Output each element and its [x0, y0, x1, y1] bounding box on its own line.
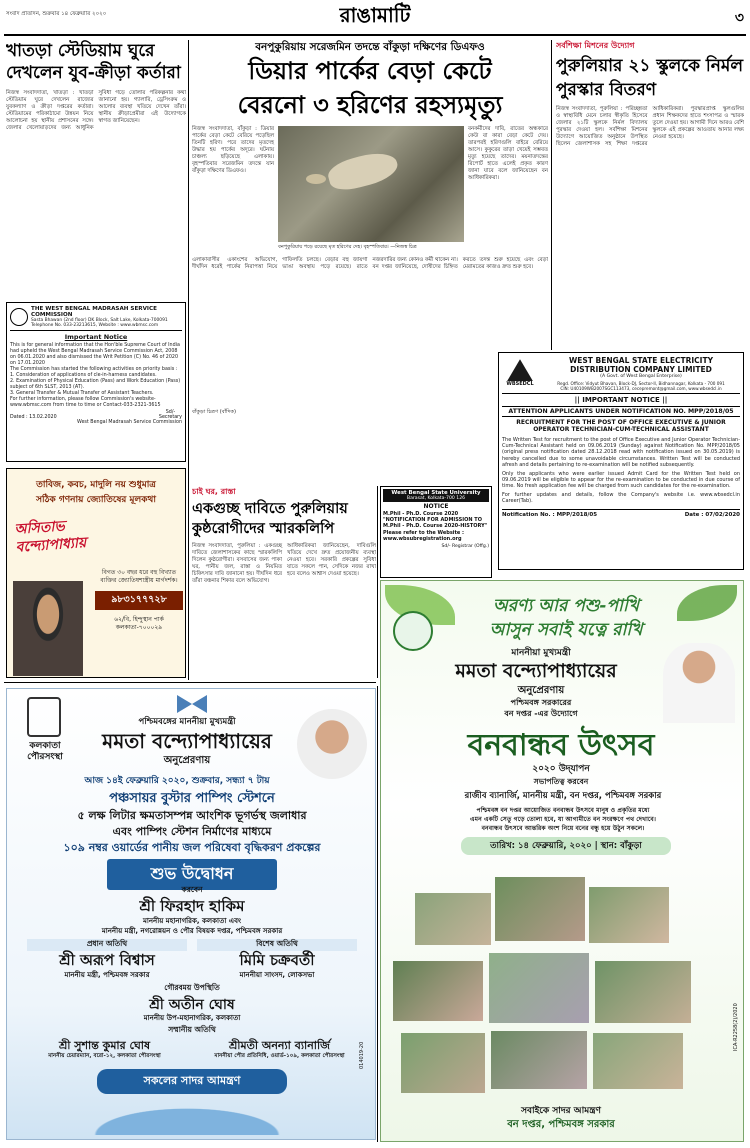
kmc-guest-1-role: মাননীয় চেয়ারম্যান, বরো-১২, কলকাতা পৌরসংস্থা: [48, 1053, 161, 1059]
wbsedcl-sub: (A Govt. of West Bengal Enterprise): [600, 374, 682, 379]
wbmsc-address: Sasta Bhawan (2nd floor) DK Block, Salt Lake, Kolkata-700091: [31, 318, 168, 323]
kmc-special-guest-label: বিশেষ অতিথি: [197, 939, 357, 951]
wbmsc-para: This is for general information that the Hon'ble Supreme Court of India had upheld the West Bengal Madrasah Service Commission Act, 2008 on 06.01.2020 and also dismissed the Writ Petition (C) No. 46 of 2020 on 17.01.2020: [10, 343, 180, 367]
astro-desc: বিগত ৩০ বছর ধরে বহু বিখ্যাত ব্যক্তির জ্যোতিষশাস্ত্রীয় মার্গদর্শক।: [100, 569, 178, 584]
forest-photo: [489, 953, 589, 1023]
wbsedcl-regd: Regd. Office: Vidyut Bhavan, Block-DJ, Sector-II, Bidhannagar, Kolkata - 700 091: [557, 380, 725, 386]
kmc-anuprerona: অনুপ্রেরণায়: [163, 755, 211, 766]
kmc-guest-2-role: মাননীয়া পৌর প্রতিনিধি, ওয়ার্ড-১০৯, কলকাতা পৌরসংস্থা: [214, 1053, 345, 1059]
divider: [4, 682, 376, 683]
leprosy-headline: একগুচ্ছ দাবিতে পুরুলিয়ায় কুষ্ঠরোগীদের স্মারকলিপি: [192, 501, 348, 537]
kmc-chief-guest: শ্রী অরূপ বিশ্বাস: [59, 951, 155, 969]
wbsedcl-para1: The Written Test for recruitment to the post of Office Executive and Junior Operator Technician-Cum-Technical Assistant held on 09.06.2019 (Sunday) against Notification No. MPP/2018/05 (original press notification dated 28.12.2018 read with notification issued on 30.05.2019) is hereby cancelled due to some unavoidable circumstances. Written Test will be conducted afresh and details pertaining to re-examination will be notified subsequently.: [502, 436, 740, 469]
forest-presided: রাজীব ব্যানার্জি, মাননীয় মন্ত্রী, বন দপ্তর, পশ্চিমবঙ্গ সরকার: [464, 791, 662, 801]
forest-slogan-2: আসুন সবাই যত্নে রাখি: [489, 620, 643, 640]
forest-festival: বনবান্ধব উৎসব: [467, 728, 655, 763]
astro-address: ৬২/বি, হিন্দুস্থান পার্ক কলকাতা-৭০০০২৯: [114, 616, 164, 631]
story-leprosy: [192, 486, 376, 678]
kmc-corp: কলকাতা পৌরসংস্থা: [27, 741, 63, 762]
divider: [188, 40, 189, 680]
kmc-mayor-role-2: মাননীয় মন্ত্রী, নগরোন্নয়ন ও পৌর বিষয়ক দপ্তর, পশ্চিমবঙ্গ সরকার: [101, 927, 283, 935]
wbsedcl-notif-no: Notification No. : MPP/2018/05: [502, 511, 598, 518]
leprosy-body-left: নিজস্ব সংবাদদাতা, পুরুলিয়া : একগুচ্ছ দাবিতে জেলাশাসকের কাছে স্মারকলিপি দিলেন কুষ্ঠরোগীরা। বসবাসের জন্য পাকা ঘর, পানীয় জল, রাস্তা ও নিয়মিত চিকিৎসার দাবি জানানো হয়। দীর্ঘদিন ধরে তাঁরা বঞ্চনার শিকার বলে অভিযোগ।: [192, 543, 282, 584]
wbsedcl-company: WEST BENGAL STATE ELECTRICITY DISTRIBUTION COMPANY LIMITED: [568, 356, 714, 374]
kmc-cm-name: মমতা বন্দ্যোপাধ্যায়ের: [102, 729, 272, 753]
wbmsc-title: THE WEST BENGAL MADRASAH SERVICE COMMISSION: [31, 306, 157, 318]
kmc-inauguration: শুভ উদ্বোধন: [107, 859, 277, 890]
section-title: রাঙামাটি: [339, 3, 411, 27]
forest-cm-photo: [663, 643, 735, 723]
forest-desc-3: বনবান্ধব উৎসবে আন্তরিক অংশ নিয়ে বনের বন্ধু হয়ে উঠুন সকলে।: [481, 825, 645, 832]
wbmsc-phone: Telephone No. 033-23213615, Website : www.wbmsc.com: [31, 323, 159, 329]
forest-photo: [595, 961, 691, 1023]
water-drop-icon: [27, 1089, 347, 1135]
wbmsc-item: 1. Consideration of applications of cle-in-harness candidates.: [10, 373, 157, 379]
forest-dept-2: বন দপ্তর -এর উদ্যোগে: [504, 709, 578, 718]
wbmsc-item: 2. Examination of Physical Education (Pass) and Work Education (Pass) subject of 6th SLST, 2013 (AT).: [10, 379, 181, 391]
deer-body-mid: বনকর্মীদের দাবি, রাতের অন্ধকারে কেউ বা কারা বেড়া কেটে দেয়। তারপরই হরিণগুলি বাইরে বেরিয়ে আসে। কুকুরের তাড়া খেয়েই সম্ভবত মৃত্যু হয়েছে তাদের। ময়নাতদন্তের রিপোর্ট হাতে এলেই প্রকৃত কারণ জানা যাবে বলে জানিয়েছেন বন আধিকারিকরা।: [468, 126, 548, 181]
ad-astrologer: [6, 468, 186, 678]
kmc-honor-label: সম্মানীয় অতিথি: [168, 1025, 216, 1034]
wbmsc-heading: Important Notice: [64, 333, 128, 342]
kmc-presence-label: গৌরবময় উপস্থিতি: [164, 983, 220, 992]
wbsedcl-logo-icon: [507, 359, 533, 381]
university-place: Barasat, Kolkata-700 126: [406, 496, 466, 501]
wbsedcl-important: || IMPORTANT NOTICE ||: [574, 395, 668, 404]
forest-photo: [495, 877, 585, 941]
forest-desc-2: এমন একটি সেতু গড়ে তোলা হবে, যা আগামীতে বন সংরক্ষণে পথ দেখাবে।: [469, 816, 657, 823]
emblem-icon: [10, 308, 28, 326]
forest-photo: [415, 893, 491, 945]
kmc-inspiration: পশ্চিমবঙ্গের মাননীয়া মুখ্যমন্ত্রী: [138, 717, 236, 727]
kmc-project-1: ৫ লক্ষ লিটার ক্ষমতাসম্পন্ন আংশিক ভূগর্ভস্থ জলাধার: [77, 809, 307, 822]
masthead-date: সংবাদ প্রতিদিন, শুক্রবার ১৪ ফেব্রুয়ারি ২০২০: [6, 11, 107, 17]
kmc-project-2: এবং পাম্পিং স্টেশন নির্মাণের মাধ্যমে: [112, 825, 272, 838]
wbmsc-sign-role: Secretary: [158, 415, 182, 421]
kmc-special-guest-role: মাননীয়া সাংসদ, লোকসভা: [239, 971, 315, 979]
astro-phone: ৯৮৩১৭৭৭২৮: [95, 591, 183, 610]
page-number: ৩: [734, 10, 744, 26]
bow-icon: [177, 695, 207, 713]
kmc-project-3: ১০৯ নম্বর ওয়ার্ডের পানীয় জল পরিষেবা বৃদ্ধিকরণ প্রকল্পের: [63, 841, 321, 854]
kmc-logo-icon: [27, 697, 61, 737]
wbmsc-sign-org: West Bengal Madrasah Service Commission: [76, 420, 182, 426]
forest-footer-1: সবাইকে সাদর আমন্ত্রণ: [521, 1106, 601, 1116]
deer-kicker: বনপুকুরিয়ায় সরেজমিন তদন্তে বাঁকুড়া দক্ষিণের ডিএফও: [255, 41, 485, 53]
wbmsc-date: Dated : 13.02.2020: [10, 415, 57, 421]
university-body: M.Phil - Ph.D. Course 2020 "NOTIFICATION FOR ADMISSION TO M.Phil - Ph.D. Course 2020-HISTORY" Please refer to the Website : www.wbsubregistration.org: [383, 511, 488, 542]
forest-anuprerona: অনুপ্রেরণায়: [517, 685, 565, 696]
deer-body-right: এলাকাবাসীর একাংশের অভিযোগ, দীর্ঘদিন ধরেই পার্কের নিরাপত্তা নিয়ে গাফিলতি চলছে। বেড়ার বহু জায়গা ভাঙা অবস্থায় পড়ে রয়েছে। রাতে নজরদারির জন্য কোনও কর্মী থাকেন না। বন দপ্তর জানিয়েছে, দোষীদের চিহ্নিত করতে তদন্ত শুরু হয়েছে এবং বেড়া মেরামতের কাজও দ্রুত শুরু হবে।: [192, 257, 548, 270]
kmc-chief-guest-label: প্রধান অতিথি: [27, 939, 187, 951]
notice-wbmsc: [6, 302, 186, 462]
deer-headline-2: বেরনো ৩ হরিণের রহস্যমৃত্যু: [237, 91, 503, 119]
forest-year: ২০২০ উদ্‌যাপন: [532, 764, 590, 774]
forest-cm-label: মাননীয়া মুখ্যমন্ত্রী: [511, 648, 571, 658]
notice-university: [380, 486, 492, 578]
wbmsc-list-intro: The Commission has started the following activities on priority basis :: [10, 367, 178, 373]
forest-footer-2: বন দপ্তর, পশ্চিমবঙ্গ সরকার: [507, 1119, 615, 1130]
deer-photo: [278, 126, 464, 242]
cm-photo: [297, 709, 367, 779]
deer-body-left: নিজস্ব সংবাদদাতা, বাঁকুড়া : ডিয়ার পার্কের বেড়া কেটে বেরিয়ে পড়েছিল তিনটি হরিণ। পরে তাদের মৃতদেহ উদ্ধার হয় পার্কের অদূরে। ঘটনায় চাঞ্চল্য ছড়িয়েছে এলাকায়। বৃহস্পতিবার সরেজমিন তদন্তে যান বাঁকুড়া দক্ষিণের ডিএফও।: [192, 126, 274, 174]
wbsedcl-logo-text: WBSEDCL: [506, 381, 534, 388]
wbsedcl-cin: CIN: U40109WB2007SGC113473, cecepremont@gmail.com, www.wbsedcl.in: [560, 385, 722, 391]
divider: [551, 40, 552, 350]
notice-wbsedcl: [498, 352, 744, 570]
deer-photo-caption: বনপুকুরিয়ায় পড়ে রয়েছে মৃত হরিণের দেহ। বৃহস্পতিবার। —নিজস্ব চিত্র: [278, 244, 417, 250]
kmc-footer: সকলের সাদর আমন্ত্রণ: [97, 1069, 287, 1094]
forest-dept-1: পশ্চিমবঙ্গ সরকারের: [510, 698, 572, 707]
wbsedcl-para3: For further updates and details, follow the Company's website i.e. www.wbsedcl.in Career(Tab).: [502, 491, 740, 505]
kmc-by: করবেন: [181, 885, 203, 894]
story-stadium: [6, 40, 186, 295]
kmc-mayor: শ্রী ফিরহাদ হাকিম: [139, 897, 245, 915]
astro-line1: তাবিজ, কবচ, মাদুলি নয় শুধুমাত্র: [36, 480, 156, 490]
forest-photo: [393, 961, 483, 1021]
kmc-mayor-role-1: মাননীয় মহানাগরিক, কলকাতা এবং: [142, 917, 242, 925]
forest-code: ICA-R2258(2)/2020: [733, 1003, 739, 1051]
wbsedcl-attention: ATTENTION APPLICANTS UNDER NOTIFICATION NO. MPP/2018/05: [502, 406, 740, 417]
kmc-date-line: আজ ১৪ই ফেব্রুয়ারি ২০২০, শুক্রবার, সন্ধ্যা ৭ টায়: [84, 776, 270, 786]
wbsedcl-recruitment: RECRUITMENT FOR THE POST OF OFFICE EXECUTIVE & JUNIOR OPERATOR TECHNICIAN-CUM-TECHNICAL ASSISTANT: [516, 418, 726, 434]
astro-name: অসিতাভ বন্দ্যোপাধ্যায়: [13, 518, 87, 556]
stadium-body: নিজস্ব সংবাদদাতা, খাতড়া : খাতড়া স্টেডিয়াম ঘুরে দেখলেন রাজ্যের যুবকল্যাণ ও ক্রীড়া দপ্তরের কর্তারা। স্টেডিয়ামের পরিকাঠামো উন্নয়ন নিয়ে আলোচনা হয় স্থানীয় প্রশাসনের সঙ্গে। জেলার খেলোয়াড়দের জন্য আধুনিক সুবিধা গড়ে তোলার পরিকল্পনার কথা জানানো হয়। গ্যালারি, ড্রেসিংরুম ও আলোর ব্যবস্থা খতিয়ে দেখেন তাঁরা। স্থানীয় ক্রীড়াপ্রেমীরা এই উদ্যোগকে স্বাগত জানিয়েছেন।: [6, 90, 186, 131]
deer-byline: বাঁকুড়া চিত্রণ (বাঁদিক): [192, 409, 237, 415]
kmc-chief-guest-role: মাননীয় মন্ত্রী, পশ্চিমবঙ্গ সরকার: [64, 971, 150, 979]
kmc-guest-1: শ্রী সুশান্ত কুমার ঘোষ: [58, 1039, 151, 1052]
wbmsc-item: 3. General Transfer & Mutual Transfer of Assistant Teachers.: [10, 391, 154, 397]
schools-headline: পুরুলিয়ার ২১ স্কুলকে নির্মল পুরস্কার বিতরণ: [556, 56, 744, 100]
kmc-special-guest: মিমি চক্রবর্তী: [239, 951, 315, 969]
ad-kmc: [6, 688, 376, 1140]
masthead-rule: [4, 34, 746, 36]
story-purulia-schools: [556, 40, 744, 348]
wbsedcl-date: Date : 07/02/2020: [684, 511, 740, 518]
story-deer: [192, 40, 548, 480]
university-sign: Sd/- Registrar (Offg.): [441, 544, 489, 550]
forest-cm-name: মমতা বন্দ্যোপাধ্যায়ের: [455, 660, 617, 682]
kmc-venue: পঞ্চসায়র বুস্টার পাম্পিং স্টেশনে: [109, 791, 275, 806]
forest-slogan-1: অরণ্য আর পশু-পাখি: [492, 596, 640, 616]
deer-headline-1: ডিয়ার পার্কের বেড়া কেটে: [248, 57, 492, 85]
forest-date-venue: তারিখ: ১৪ ফেব্রুয়ারি, ২০২০ | স্থান: বাঁকুড়া: [461, 837, 671, 855]
astro-line2: সঠিক গণনায় জ্যোতিষের মূলকথা: [36, 495, 156, 505]
kmc-code: 014019-20: [359, 1041, 365, 1069]
wbsedcl-para2: Only the applicants who were earlier issued Admit Card for the Written Test held on 09.06.2019 will be eligible to appear for the re-examination to be conducted in due course of time. No fresh application fee will be charged from such candidates for the re-examination.: [502, 470, 740, 490]
forest-presided-label: সভাপতিত্ব করবেন: [533, 777, 589, 786]
stadium-headline: খাতড়া স্টেডিয়াম ঘুরে দেখলেন যুব-ক্রীড়া কর্তারা: [6, 41, 181, 83]
ad-forest: [380, 580, 744, 1142]
forest-photo: [401, 1033, 485, 1093]
schools-body: নিজস্ব সংবাদদাতা, পুরুলিয়া : পরিচ্ছন্নতা ও স্বাস্থ্যবিধি মেনে চলার স্বীকৃতি হিসেবে জেলার ২১টি স্কুলকে নির্মল বিদ্যালয় পুরস্কার দেওয়া হল। সর্বশিক্ষা মিশনের উদ্যোগে আয়োজিত অনুষ্ঠানে উপস্থিত ছিলেন জেলাশাসক সহ শিক্ষা দপ্তরের আধিকারিকরা। পুরস্কারপ্রাপ্ত স্কুলগুলির প্রধান শিক্ষকদের হাতে শংসাপত্র ও স্মারক তুলে দেওয়া হয়। আগামী দিনে আরও বেশি স্কুলকে এই প্রকল্পের আওতায় আনার লক্ষ্য নেওয়া হয়েছে।: [556, 106, 744, 147]
kmc-guest-2: শ্রীমতী অনন্যা ব্যানার্জি: [229, 1039, 330, 1052]
schools-kicker: সর্বশিক্ষা মিশনের উদ্যোগ: [556, 41, 635, 50]
forest-desc-1: পশ্চিমবঙ্গ বন দপ্তর আয়োজিত বনবান্ধব উৎসবে মানুষ ও প্রকৃতির মধ্যে: [476, 807, 650, 814]
kmc-presence: শ্রী অতীন ঘোষ: [149, 997, 235, 1013]
wbmsc-sign-sd: Sd/-: [165, 410, 176, 416]
divider: [377, 486, 378, 678]
forest-photo: [593, 1033, 683, 1089]
forest-photo: [491, 1031, 587, 1089]
divider: [377, 686, 378, 1142]
forest-photo: [589, 887, 669, 943]
university-notice: NOTICE: [423, 503, 449, 510]
kmc-presence-role: মাননীয় উপ-মহানাগরিক, কলকাতা: [143, 1014, 241, 1022]
leprosy-kicker: চাই ঘর, রাস্তা: [192, 487, 236, 496]
wbmsc-footer-note: For further information, please follow Commission's website-www.wbmsc.com from time to time or Contact-033-2321-3615: [10, 397, 161, 409]
leprosy-body-right: আধিকারিকরা জানিয়েছেন, দাবিগুলি খতিয়ে দেখে দ্রুত প্রয়োজনীয় ব্যবস্থা নেওয়া হবে। সরকারি প্রকল্পের সুবিধা যাতে সকলে পান, সেদিকে নজর রাখা হবে বলেও আশ্বাস দেওয়া হয়েছে।: [287, 543, 376, 577]
university-title: West Bengal State University: [391, 490, 481, 496]
astro-photo: [13, 581, 83, 676]
